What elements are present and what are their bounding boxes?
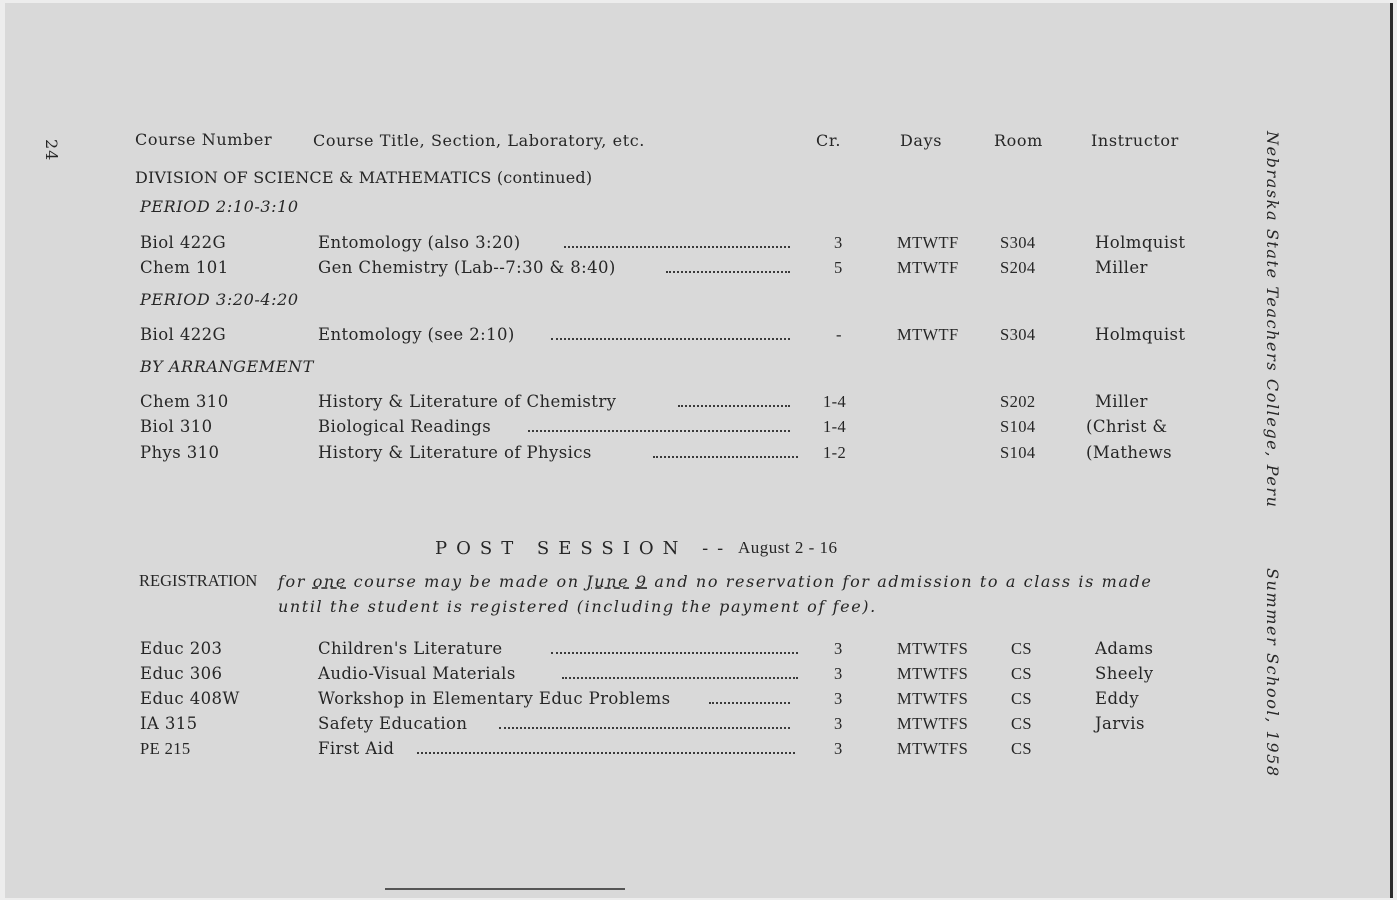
course-title: Gen Chemistry (Lab--7:30 & 8:40) bbox=[318, 258, 616, 277]
room: S304 bbox=[1000, 325, 1036, 344]
course-number: PE 215 bbox=[140, 739, 191, 758]
page-number: 24 bbox=[42, 139, 61, 162]
course-number: Chem 310 bbox=[140, 392, 229, 411]
header-instructor: Instructor bbox=[1091, 131, 1179, 150]
scan-artifact bbox=[385, 888, 625, 890]
instructor: Holmquist bbox=[1095, 325, 1186, 344]
instructor: Miller bbox=[1095, 392, 1148, 411]
credits: 1-2 bbox=[823, 443, 847, 462]
instructor: Sheely bbox=[1095, 664, 1154, 683]
header-course-title: Course Title, Section, Laboratory, etc. bbox=[313, 131, 645, 150]
instructor: Adams bbox=[1095, 639, 1154, 658]
credits: 3 bbox=[834, 639, 843, 658]
room: CS bbox=[1011, 664, 1032, 683]
room: S204 bbox=[1000, 258, 1036, 277]
course-title: Entomology (also 3:20) bbox=[318, 233, 521, 252]
days: MTWTFS bbox=[897, 639, 969, 658]
header-course-number: Course Number bbox=[135, 130, 273, 149]
credits: 1-4 bbox=[823, 392, 847, 411]
room: S304 bbox=[1000, 233, 1036, 252]
dot-leader bbox=[417, 752, 795, 754]
course-number: Educ 408W bbox=[140, 689, 240, 708]
course-number: IA 315 bbox=[140, 714, 198, 733]
reg-mid: course may be made on bbox=[353, 572, 580, 591]
course-number: Phys 310 bbox=[140, 443, 220, 462]
days: MTWTF bbox=[897, 258, 959, 277]
registration-note-line1 bbox=[278, 572, 1152, 591]
registration-label: REGISTRATION bbox=[139, 571, 258, 590]
instructor: (Christ & bbox=[1086, 417, 1168, 436]
dot-leader bbox=[551, 338, 790, 340]
course-title: Entomology (see 2:10) bbox=[318, 325, 515, 344]
credits: 1-4 bbox=[823, 417, 847, 436]
credits: 3 bbox=[834, 233, 843, 252]
room: S202 bbox=[1000, 392, 1036, 411]
course-title: History & Literature of Physics bbox=[318, 443, 592, 462]
room: CS bbox=[1011, 639, 1032, 658]
course-title: Children's Literature bbox=[318, 639, 503, 658]
room: S104 bbox=[1000, 443, 1036, 462]
credits: 3 bbox=[834, 689, 843, 708]
dot-leader bbox=[653, 456, 798, 458]
credits: 3 bbox=[834, 714, 843, 733]
course-number: Educ 306 bbox=[140, 664, 223, 683]
catalog-page bbox=[5, 3, 1393, 898]
side-title: Nebraska State Teachers College, Peru bbox=[1263, 131, 1282, 509]
dot-leader bbox=[666, 271, 790, 273]
days: MTWTF bbox=[897, 233, 959, 252]
course-number: Biol 422G bbox=[140, 233, 227, 252]
post-session-title: POST SESSION -- bbox=[435, 538, 733, 559]
dot-leader bbox=[562, 677, 798, 679]
instructor: (Mathews bbox=[1086, 443, 1172, 462]
period-label: BY ARRANGEMENT bbox=[140, 357, 314, 376]
header-days: Days bbox=[900, 131, 943, 150]
course-title: Safety Education bbox=[318, 714, 468, 733]
period-label: PERIOD 3:20-4:20 bbox=[140, 290, 299, 309]
instructor: Holmquist bbox=[1095, 233, 1186, 252]
instructor: Miller bbox=[1095, 258, 1148, 277]
days: MTWTFS bbox=[897, 739, 969, 758]
instructor: Jarvis bbox=[1095, 714, 1145, 733]
reg-for: for bbox=[278, 572, 307, 591]
course-title: Biological Readings bbox=[318, 417, 492, 436]
course-number: Biol 422G bbox=[140, 325, 227, 344]
reg-rest: and no reservation for admission to a class is made bbox=[654, 572, 1153, 591]
course-title: First Aid bbox=[318, 739, 395, 758]
credits: 5 bbox=[834, 258, 843, 277]
room: S104 bbox=[1000, 417, 1036, 436]
credits: - bbox=[836, 325, 842, 344]
room: CS bbox=[1011, 689, 1032, 708]
credits: 3 bbox=[834, 739, 843, 758]
room: CS bbox=[1011, 714, 1032, 733]
header-room: Room bbox=[994, 131, 1043, 150]
dot-leader bbox=[499, 727, 790, 729]
course-number: Chem 101 bbox=[140, 258, 229, 277]
course-number: Educ 203 bbox=[140, 639, 223, 658]
course-number: Biol 310 bbox=[140, 417, 213, 436]
course-title: History & Literature of Chemistry bbox=[318, 392, 617, 411]
days: MTWTF bbox=[897, 325, 959, 344]
days: MTWTFS bbox=[897, 664, 969, 683]
header-credits: Cr. bbox=[816, 131, 842, 150]
dot-leader bbox=[678, 405, 790, 407]
dot-leader bbox=[709, 702, 790, 704]
registration-note-line2: until the student is registered (including the payment of fee). bbox=[278, 597, 877, 616]
dot-leader bbox=[564, 246, 790, 248]
course-title: Audio-Visual Materials bbox=[318, 664, 516, 683]
days: MTWTFS bbox=[897, 689, 969, 708]
reg-june: June bbox=[586, 572, 630, 591]
side-subtitle: Summer School, 1958 bbox=[1263, 568, 1282, 778]
dot-leader bbox=[551, 652, 798, 654]
course-title: Workshop in Elementary Educ Problems bbox=[318, 689, 671, 708]
post-session-dates: August 2 - 16 bbox=[738, 538, 838, 557]
reg-one: one bbox=[312, 572, 347, 591]
division-heading: DIVISION OF SCIENCE & MATHEMATICS (continued) bbox=[135, 168, 593, 187]
instructor: Eddy bbox=[1095, 689, 1140, 708]
days: MTWTFS bbox=[897, 714, 969, 733]
room: CS bbox=[1011, 739, 1032, 758]
credits: 3 bbox=[834, 664, 843, 683]
reg-nine: 9 bbox=[635, 572, 648, 591]
period-label: PERIOD 2:10-3:10 bbox=[140, 197, 299, 216]
dot-leader bbox=[528, 430, 790, 432]
